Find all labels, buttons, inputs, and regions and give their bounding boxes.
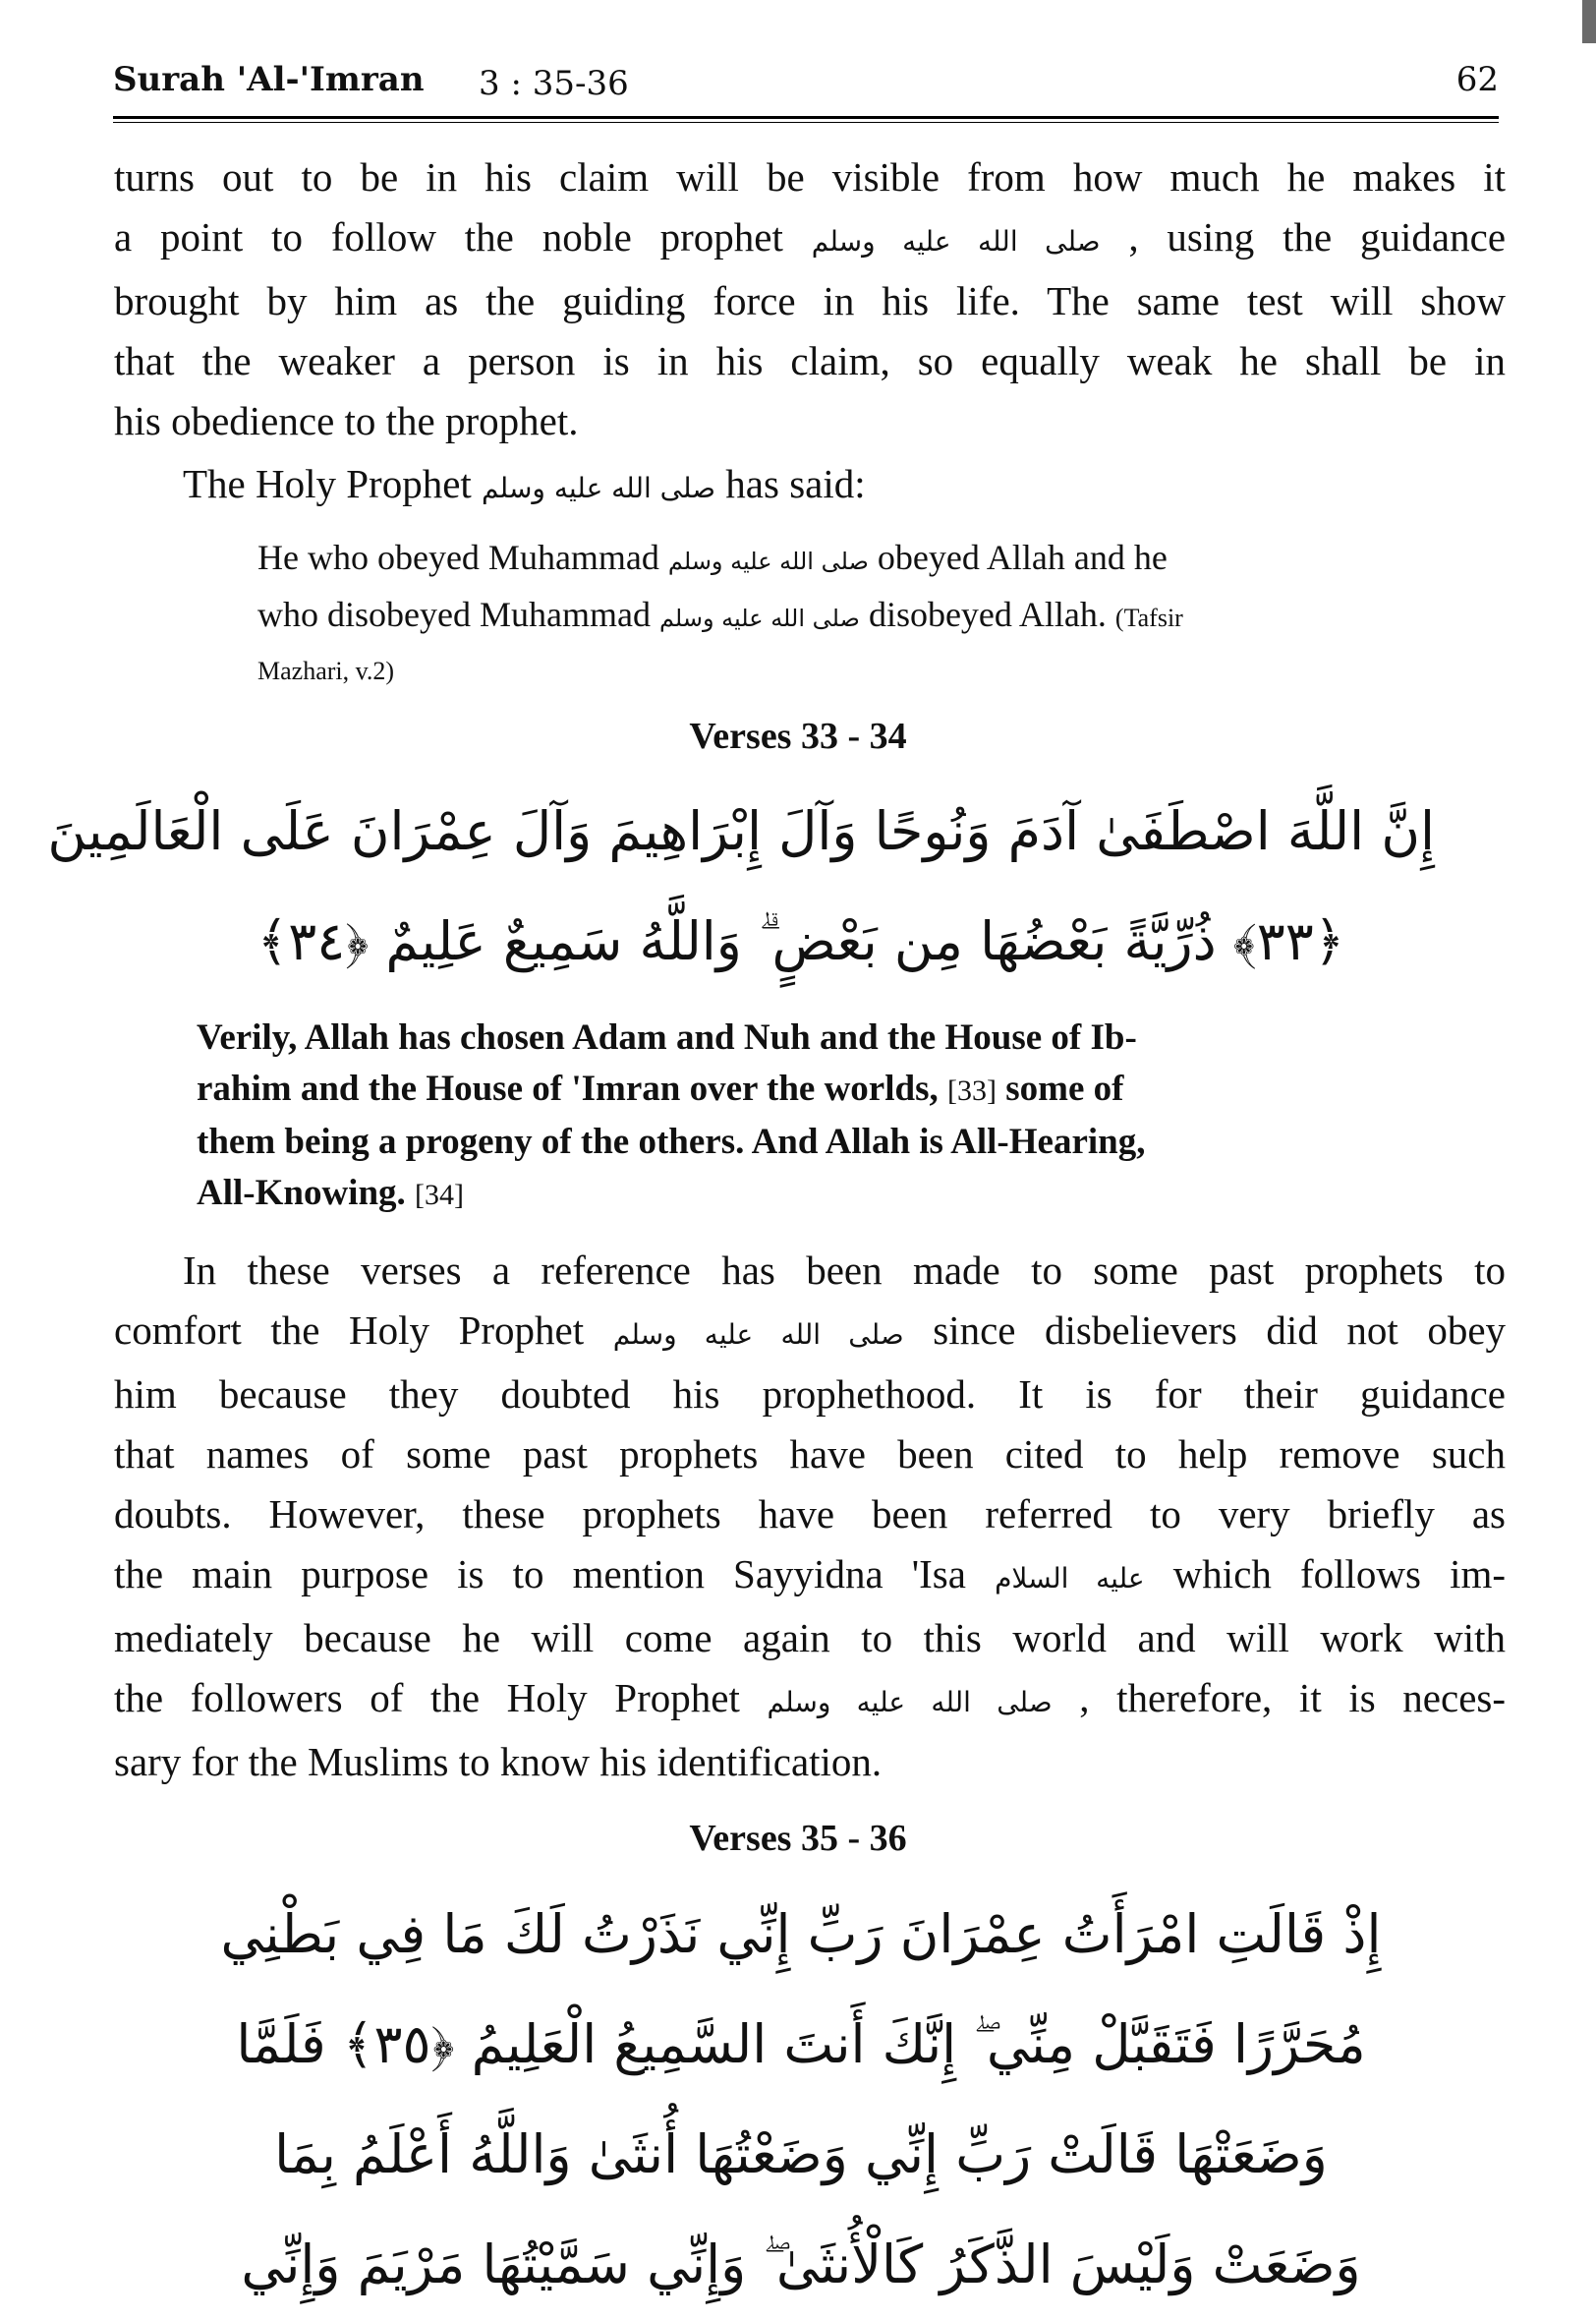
- verse-reference: 3 : 35-36: [479, 64, 629, 103]
- text-line: a point to follow the noble prophet صلى الله عليه وسلم , using the guidance: [114, 214, 1507, 260]
- arabic-verse-line: إِذْ قَالَتِ امْرَأَتُ عِمْرَانَ رَبِّ إِنِّي نَذَرْتُ لَكَ مَا فِي بَطْنِي: [220, 1903, 1382, 1965]
- salutation-arabic: عليه السلام: [995, 1562, 1145, 1595]
- translation-verses-33-34: [197, 1013, 1435, 1221]
- verse-number: [34]: [415, 1179, 465, 1211]
- section-heading-verses-33-34: Verses 33 - 34: [689, 716, 907, 757]
- surah-title: Surah 'Al-'Imran: [113, 60, 425, 99]
- text-line: brought by him as the guiding force in his life. The same test will show: [114, 278, 1506, 323]
- verse-number: [33]: [946, 1074, 997, 1107]
- arabic-verse-line: مُحَرَّرًا فَتَقَبَّلْ مِنِّي ۖ إِنَّكَ أَنتَ السَّمِيعُ الْعَلِيمُ ﴿٣٥﴾ فَلَمَّا: [236, 2013, 1366, 2075]
- section-heading-verses-35-36: Verses 35 - 36: [689, 1818, 907, 1859]
- salutation-arabic: صلى الله عليه وسلم: [482, 472, 716, 504]
- citation: Mazhari, v.2): [257, 657, 395, 685]
- salutation-arabic: صلى الله عليه وسلم: [767, 1686, 1053, 1718]
- translation-line: Verily, Allah has chosen Adam and Nuh and the House of Ib-: [197, 1017, 1137, 1058]
- page-number: 62: [1455, 60, 1499, 99]
- salutation-arabic: صلى الله عليه وسلم: [811, 225, 1101, 258]
- text-line: the followers of the Holy Prophet صلى الله عليه وسلم , therefore, it is neces-: [114, 1675, 1507, 1720]
- text-line: comfort the Holy Prophet صلى الله عليه وسلم since disbelievers did not obey: [114, 1307, 1507, 1353]
- scan-edge-mark: [1582, 0, 1596, 43]
- quote-line: He who obeyed Muhammad صلى الله عليه وسلم obeyed Allah and he: [257, 538, 1168, 577]
- citation: (Tafsir: [1114, 604, 1183, 632]
- hadith-intro: The Holy Prophet صلى الله عليه وسلم has said:: [183, 461, 866, 506]
- text-line: that the weaker a person is in his claim, so equally weak he shall be in: [114, 338, 1506, 383]
- text-line: mediately because he will come again to this world and will work with: [114, 1615, 1506, 1660]
- arabic-verses-33-34: [47, 777, 1435, 997]
- arabic-verse-line: وَضَعَتْهَا قَالَتْ رَبِّ إِنِّي وَضَعْتُهَا أُنثَىٰ وَاللَّهُ أَعْلَمُ بِمَا: [274, 2123, 1328, 2185]
- text-line: doubts. However, these prophets have been referred to very briefly as: [114, 1491, 1506, 1537]
- salutation-arabic: صلى الله عليه وسلم: [612, 1318, 904, 1351]
- salutation-arabic: صلى الله عليه وسلم: [667, 548, 869, 575]
- translation-line: them being a progeny of the others. And Allah is All-Hearing,: [197, 1122, 1146, 1162]
- translation-line: All-Knowing. [34]: [197, 1173, 465, 1213]
- intro-paragraph: [114, 147, 1506, 451]
- text-line: him because they doubted his prophethood. It is for their guidance: [114, 1371, 1506, 1417]
- header-rule-thin: [113, 122, 1499, 123]
- text-line: that names of some past prophets have been cited to help remove such: [114, 1431, 1506, 1477]
- salutation-arabic: صلى الله عليه وسلم: [658, 605, 860, 632]
- commentary-paragraph: [114, 1241, 1506, 1792]
- arabic-verse-line: وَضَعَتْ وَلَيْسَ الذَّكَرُ كَالْأُنثَىٰ ۖ وَإِنِّي سَمَّيْتُهَا مَرْيَمَ وَإِنِّي: [241, 2233, 1361, 2295]
- running-header: [113, 54, 1499, 113]
- text-line: sary for the Muslims to know his identification.: [114, 1739, 883, 1784]
- quote-line: who disobeyed Muhammad صلى الله عليه وسلم disobeyed Allah. (Tafsir: [257, 595, 1183, 634]
- text-line: the main purpose is to mention Sayyidna 'Isa عليه السلام which follows im-: [114, 1551, 1507, 1596]
- header-rule: [113, 116, 1499, 119]
- arabic-verse-line: إِنَّ اللَّهَ اصْطَفَىٰ آدَمَ وَنُوحًا وَآلَ إِبْرَاهِيمَ وَآلَ عِمْرَانَ عَلَى الْعَالَمِينَ: [47, 800, 1435, 862]
- hadith-quote: [257, 531, 1397, 698]
- text-line: his obedience to the prophet.: [114, 398, 579, 443]
- text-line: In these verses a reference has been made to some past prophets to: [183, 1247, 1506, 1293]
- arabic-verses-35-36: [167, 1880, 1435, 2320]
- arabic-verse-line: ﴿٣٣﴾ ذُرِّيَّةً بَعْضُهَا مِن بَعْضٍ ۗ وَاللَّهُ سَمِيعٌ عَلِيمٌ ﴿٣٤﴾: [256, 910, 1345, 972]
- translation-line: rahim and the House of 'Imran over the worlds, [33] some of: [197, 1069, 1124, 1109]
- text-line: turns out to be in his claim will be visible from how much he makes it: [114, 154, 1506, 200]
